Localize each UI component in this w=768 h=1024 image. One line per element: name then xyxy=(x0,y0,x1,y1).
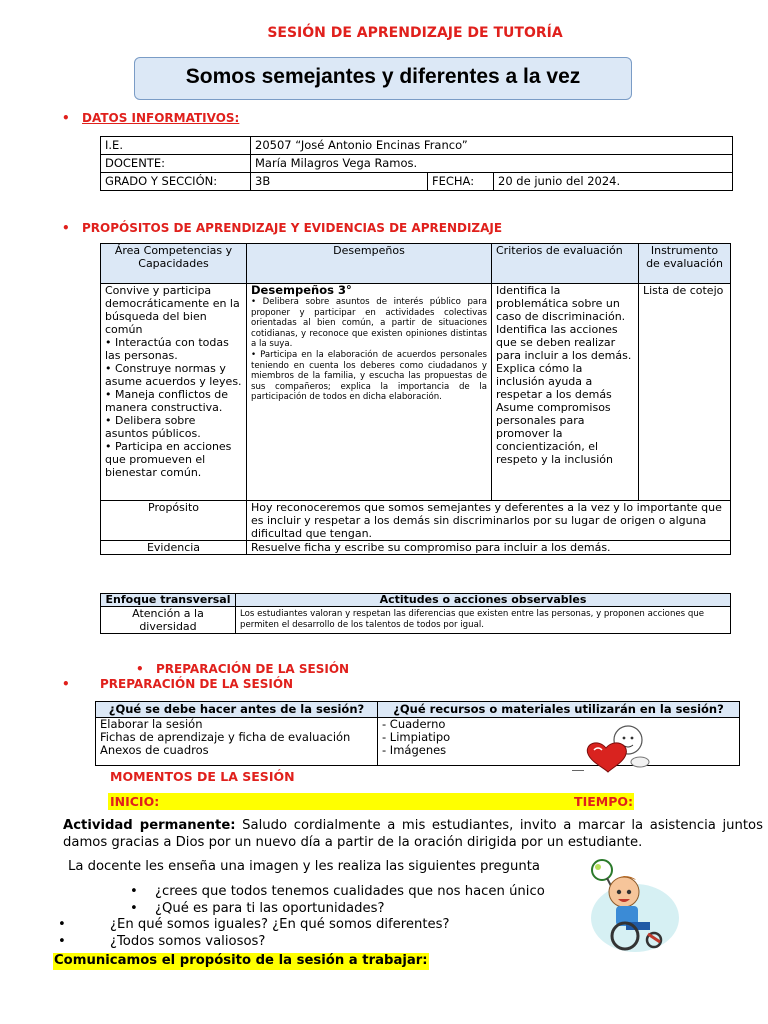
propositos-table xyxy=(100,243,731,555)
inicio-label: INICIO: xyxy=(110,794,160,809)
session-title: SESIÓN DE APRENDIZAJE DE TUTORÍA xyxy=(267,25,563,41)
heart-illustration-icon xyxy=(578,720,668,775)
proposito-label: Propósito xyxy=(101,501,247,541)
competencias-cell: Convive y participa democráticamente en la búsqueda del bien común • Interactúa con todas las personas. • Construye normas y asume acuerdos y leyes. • Maneja conflictos de manera constructiva. • Delibera sobre asuntos públicos. • Participa en acciones que promueven el bienestar común. xyxy=(101,284,247,501)
header-enfoque: Enfoque transversal xyxy=(101,594,236,607)
bullet-icon: • xyxy=(136,662,144,676)
actividad-permanente xyxy=(63,818,763,851)
section-propositos xyxy=(62,221,502,235)
bullet-icon: • xyxy=(62,111,70,125)
desempenos-cell xyxy=(247,284,492,501)
section-preparacion-1-label: PREPARACIÓN DE LA SESIÓN xyxy=(156,662,350,676)
topic-title: Somos semejantes y diferentes a la vez xyxy=(134,57,632,100)
instrumento-cell: Lista de cotejo xyxy=(639,284,731,501)
question-text: ¿Qué es para ti las oportunidades? xyxy=(155,900,385,916)
bullet-icon: • xyxy=(130,884,138,899)
ie-label: I.E. xyxy=(101,137,251,155)
enfoque-table xyxy=(100,593,731,634)
question-text: ¿Todos somos valiosos? xyxy=(110,933,266,949)
grado-label: GRADO Y SECCIÓN: xyxy=(101,173,251,191)
recursos-item: - Limpiatipo xyxy=(382,730,451,744)
header-actitudes: Actitudes o acciones observables xyxy=(236,594,731,607)
section-momentos: MOMENTOS DE LA SESIÓN xyxy=(110,769,295,784)
section-propositos-label: PROPÓSITOS DE APRENDIZAJE Y EVIDENCIAS DE APRENDIZAJE xyxy=(82,221,503,235)
header-recursos: ¿Qué recursos o materiales utilizarán en la sesión? xyxy=(378,702,740,718)
antes-item: Fichas de aprendizaje y ficha de evaluación xyxy=(100,730,351,744)
actitudes-cell: Los estudiantes valoran y respetan las diferencias que existen entre las personas, y proponen acciones que permiten el desarrollo de los talentos de todos por igual. xyxy=(236,607,731,634)
antes-item: Anexos de cuadros xyxy=(100,743,209,757)
tiempo-label: TIEMPO: xyxy=(574,794,633,809)
ie-value: 20507 “José Antonio Encinas Franco” xyxy=(251,137,733,155)
fecha-label: FECHA: xyxy=(428,173,494,191)
header-instrumento: Instrumento de evaluación xyxy=(639,244,731,284)
recursos-item: - Imágenes xyxy=(382,743,447,757)
bullet-icon: • xyxy=(130,900,138,916)
inicio-bar xyxy=(108,793,634,810)
question-item xyxy=(58,934,578,951)
actividad-label: Actividad permanente: xyxy=(63,818,236,833)
desempenos-text: • Delibera sobre asuntos de interés público para proponer y participar en actividades colectivas orientadas al bien común, a partir de situaciones cotidianas, y reconoce que existen opiniones distintas a la suya. • Participa en la elaboración de acuerdos personales teniendo en cuenta los deberes como ciudadanos y miembros de la familia, y escucha las propuestas de sus compañeros; explica la importancia de la participación de todos en dicha elaboración. xyxy=(251,297,487,403)
bullet-icon: • xyxy=(62,221,70,235)
section-preparacion-2-label: PREPARACIÓN DE LA SESIÓN xyxy=(100,677,294,691)
recursos-cell xyxy=(378,718,740,766)
grado-value: 3B xyxy=(251,173,428,191)
section-preparacion-1 xyxy=(136,662,349,676)
header-competencias: Área Competencias y Capacidades xyxy=(101,244,247,284)
recursos-item: - Cuaderno xyxy=(382,717,446,731)
question-text: ¿crees que todos tenemos cualidades que nos hacen único xyxy=(155,884,545,899)
enfoque-cell: Atención a la diversidad xyxy=(101,607,236,634)
antes-cell xyxy=(96,718,378,766)
question-item xyxy=(130,884,580,901)
preguntas-list xyxy=(58,917,578,950)
fecha-value: 20 de junio del 2024. xyxy=(494,173,733,191)
antes-item: Elaborar la sesión xyxy=(100,717,203,731)
docente-text: La docente les enseña una imagen y les realiza las siguientes pregunta xyxy=(68,859,540,874)
criterios-cell: Identifica la problemática sobre un caso de discriminación. Identifica las acciones que se deben realizar para incluir a los demás. Explica cómo la inclusión ayuda a respetar a los demás Asume compromisos personales para promover la concientización, el respeto y la inclusión xyxy=(492,284,639,501)
evidencia-label: Evidencia xyxy=(101,541,247,555)
bullet-icon: • xyxy=(62,677,70,691)
bullet-icon: • xyxy=(58,933,66,949)
question-item xyxy=(130,901,580,918)
desempenos-title: Desempeños 3° xyxy=(251,283,352,297)
datos-table xyxy=(100,136,733,191)
docente-value: María Milagros Vega Ramos. xyxy=(251,155,733,173)
wheelchair-child-illustration-icon xyxy=(580,858,680,953)
section-preparacion-2 xyxy=(62,677,293,691)
question-item xyxy=(58,917,578,934)
evidencia-text: Resuelve ficha y escribe su compromiso para incluir a los demás. xyxy=(247,541,731,555)
section-datos xyxy=(62,111,239,125)
question-text: ¿En qué somos iguales? ¿En qué somos diferentes? xyxy=(110,917,450,932)
bullet-icon: • xyxy=(58,917,66,932)
header-desempenos: Desempeños xyxy=(247,244,492,284)
docente-label: DOCENTE: xyxy=(101,155,251,173)
preguntas-indent xyxy=(130,884,580,917)
proposito-text: Hoy reconoceremos que somos semejantes y deferentes a la vez y lo importante que es incluir y respetar a los demás sin discriminarlos por su lugar de origen o alguna dificultad que tengan. xyxy=(247,501,731,541)
header-antes: ¿Qué se debe hacer antes de la sesión? xyxy=(96,702,378,718)
divider xyxy=(572,770,584,771)
comunicamos-text: Comunicamos el propósito de la sesión a trabajar: xyxy=(54,953,428,968)
section-datos-label: DATOS INFORMATIVOS: xyxy=(82,111,240,125)
header-criterios: Criterios de evaluación xyxy=(492,244,639,284)
actividad-text: Saludo cordialmente a mis estudiantes, invito a marcar la asistencia juntos damos gracias a Dios por un nuevo día a partir de la oración dirigida por un estudiante. xyxy=(63,818,763,850)
